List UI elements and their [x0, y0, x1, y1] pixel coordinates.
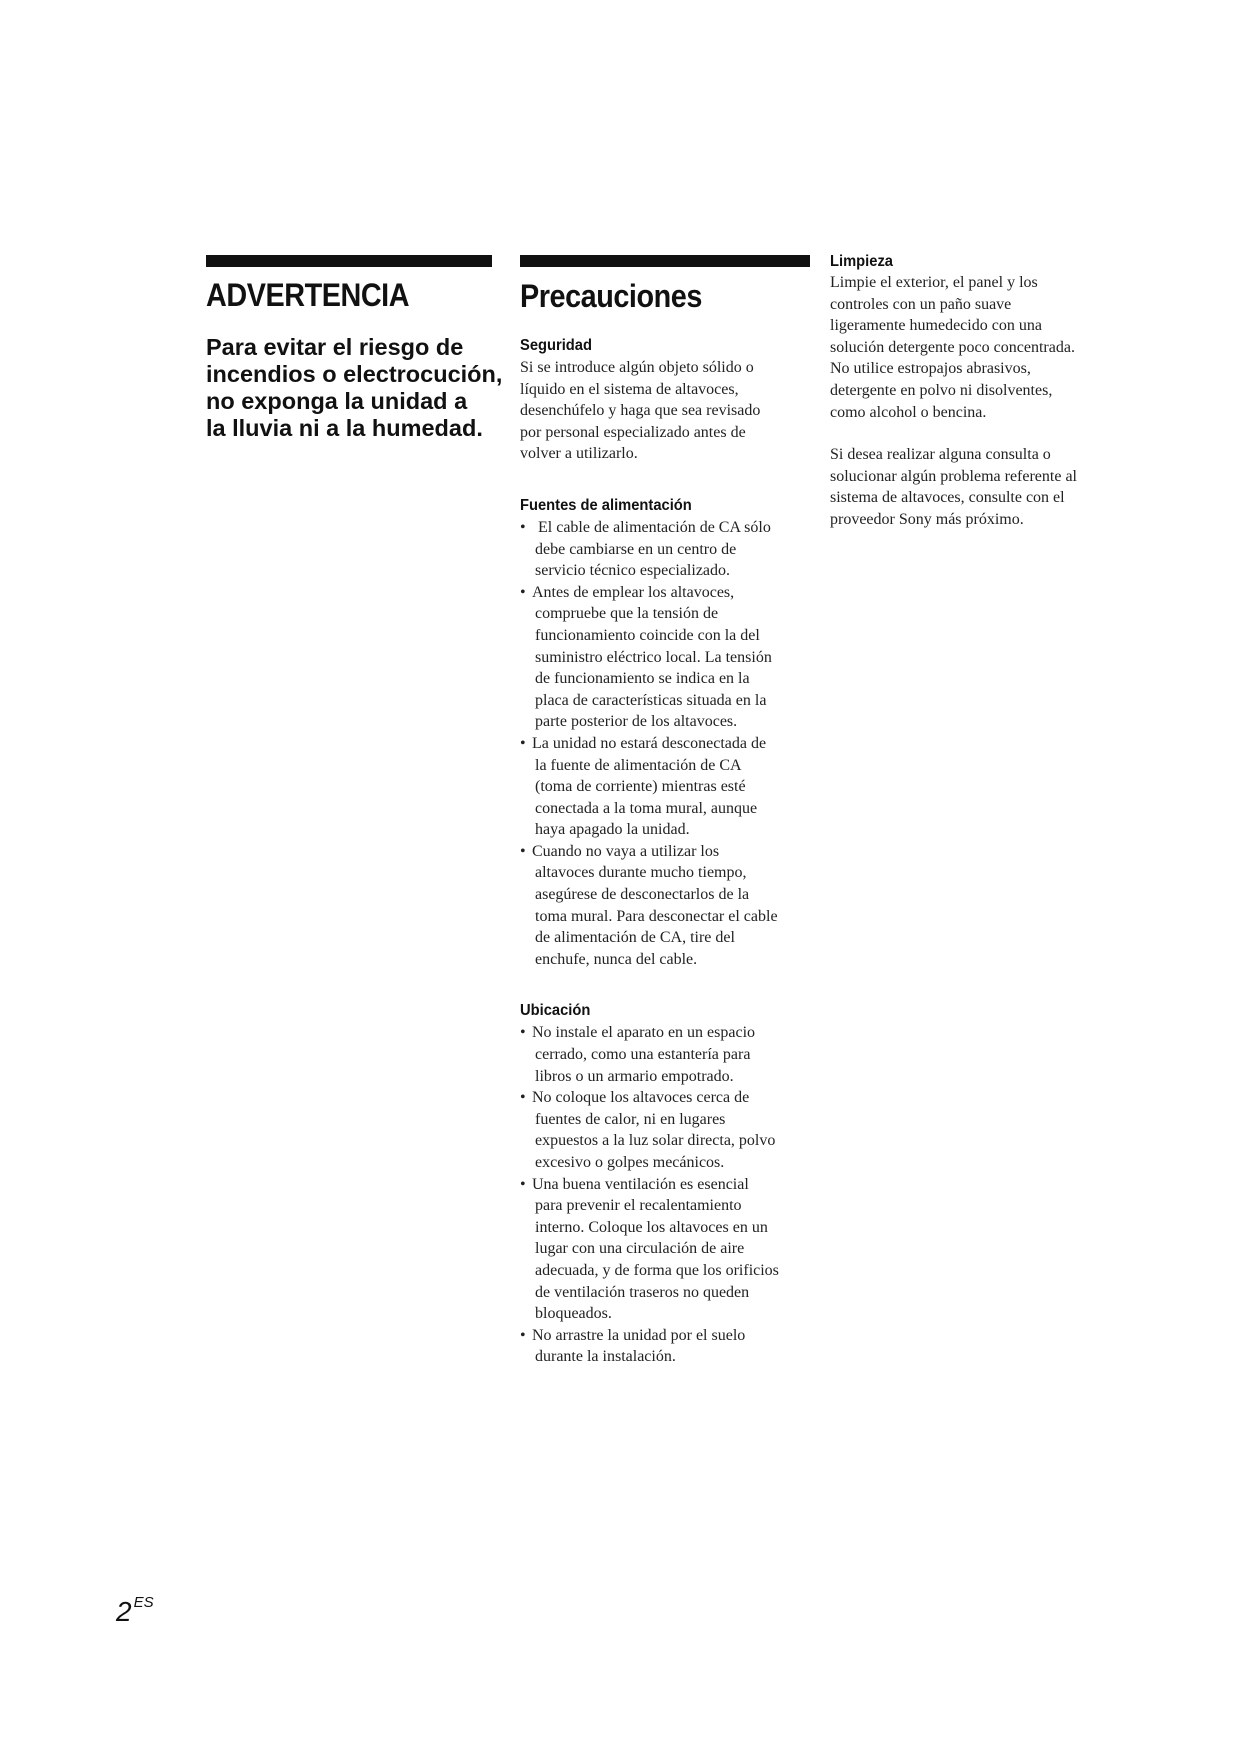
text-line: funcionamiento coincide con la del [535, 626, 760, 644]
bullet-icon: • [520, 1089, 526, 1107]
text-line: Si desea realizar alguna consulta o [830, 446, 1051, 464]
text-line: parte posterior de los altavoces. [535, 713, 738, 731]
text-line: para prevenir el recalentamiento [535, 1197, 742, 1215]
limpieza-text [830, 272, 1130, 423]
text-line: suministro eléctrico local. La tensión [535, 648, 772, 666]
list-item [520, 841, 810, 971]
bullet-icon: • [520, 1326, 526, 1344]
warning-line: no exponga la unidad a [206, 388, 468, 414]
text-line: expuestos a la luz solar directa, polvo [535, 1132, 776, 1150]
text-line: de funcionamiento se indica en la [535, 670, 750, 688]
text-line: altavoces durante mucho tiempo, [535, 864, 747, 882]
list-item [520, 1022, 810, 1087]
page-number-value: 2 [116, 1596, 132, 1627]
bullet-icon: • [520, 583, 526, 601]
warning-line: la lluvia ni a la humedad. [206, 415, 483, 441]
text-line: la fuente de alimentación de CA [535, 756, 742, 774]
text-line: (toma de corriente) mientras esté [535, 778, 746, 796]
precautions-rule [520, 255, 810, 267]
text-line: lugar con una circulación de aire [535, 1240, 745, 1258]
text-line: El cable de alimentación de CA sólo [538, 518, 771, 536]
text-line: desenchúfelo y haga que sea revisado [520, 402, 761, 420]
text-line: Antes de emplear los altavoces, [532, 583, 735, 601]
fuentes-list [520, 517, 810, 970]
list-item [520, 1087, 810, 1173]
text-line: toma mural. Para desconectar el cable [535, 907, 778, 925]
warning-line: incendios o electrocución, [206, 361, 503, 387]
text-line: No instale el aparato en un espacio [532, 1024, 756, 1042]
text-line: sistema de altavoces, consulte con el [830, 489, 1065, 507]
warning-title: ADVERTENCIA [206, 277, 410, 313]
text-line: líquido en el sistema de altavoces, [520, 380, 739, 398]
limpieza-section [830, 252, 1130, 531]
text-line: haya apagado la unidad. [535, 821, 690, 839]
text-line: conectada a la toma mural, aunque [535, 799, 758, 817]
text-line: bloqueados. [535, 1305, 612, 1323]
bullet-icon: • [520, 518, 526, 536]
text-line: servicio técnico especializado. [535, 562, 731, 580]
list-item [520, 733, 810, 841]
text-line: compruebe que la tensión de [535, 605, 719, 623]
bullet-icon: • [520, 1175, 526, 1193]
text-line: placa de características situada en la [535, 691, 767, 709]
text-line: Una buena ventilación es esencial [532, 1175, 749, 1193]
list-item [520, 517, 810, 582]
warning-section [206, 255, 503, 442]
text-line: No arrastre la unidad por el suelo [532, 1326, 746, 1344]
text-line: fuentes de calor, ni en lugares [535, 1110, 726, 1128]
text-line: por personal especializado antes de [520, 423, 746, 441]
list-item [520, 582, 810, 733]
text-line: adecuada, y de forma que los orificios [535, 1261, 779, 1279]
text-line: Si se introduce algún objeto sólido o [520, 359, 754, 376]
limpieza-heading: Limpieza [830, 253, 893, 270]
text-line: enchufe, nunca del cable. [535, 950, 698, 968]
fuentes-heading: Fuentes de alimentación [520, 496, 692, 514]
text-line: Limpie el exterior, el panel y los [830, 274, 1038, 291]
bullet-icon: • [520, 734, 526, 752]
precautions-title: Precauciones [520, 278, 702, 314]
text-line: debe cambiarse en un centro de [535, 540, 737, 558]
text-line: ligeramente humedecido con una [830, 317, 1042, 335]
text-line: detergente en polvo ni disolventes, [830, 381, 1053, 399]
list-item [520, 1174, 810, 1325]
text-line: cerrado, como una estantería para [535, 1046, 751, 1064]
text-line: interno. Coloque los altavoces en un [535, 1218, 768, 1236]
text-line: durante la instalación. [535, 1348, 676, 1366]
precautions-section [520, 255, 810, 1368]
text-line: excesivo o golpes mecánicos. [535, 1154, 725, 1171]
text-line: de alimentación de CA, tire del [535, 929, 735, 947]
page-language-suffix: ES [133, 1594, 154, 1611]
ubicacion-list [520, 1022, 810, 1368]
seguridad-text [520, 357, 810, 465]
text-line: controles con un paño suave [830, 295, 1012, 313]
warning-text [206, 334, 503, 442]
text-line: No coloque los altavoces cerca de [532, 1089, 750, 1107]
text-line: libros o un armario empotrado. [535, 1067, 734, 1085]
bullet-icon: • [520, 1024, 526, 1042]
bullet-icon: • [520, 842, 526, 860]
consulta-text [830, 444, 1130, 530]
page-number [116, 1596, 154, 1628]
text-line: La unidad no estará desconectada de [532, 734, 767, 752]
text-line: solución detergente poco concentrada. [830, 338, 1075, 356]
warning-line: Para evitar el riesgo de [206, 334, 464, 360]
text-line: como alcohol o bencina. [830, 403, 987, 421]
ubicacion-heading: Ubicación [520, 1002, 591, 1020]
text-line: asegúrese de desconectarlos de la [535, 886, 750, 904]
warning-rule [206, 255, 492, 267]
text-line: solucionar algún problema referente al [830, 467, 1077, 485]
text-line: de ventilación traseros no queden [535, 1283, 750, 1301]
text-line: proveedor Sony más próximo. [830, 510, 1024, 528]
text-line: volver a utilizarlo. [520, 445, 638, 463]
text-line: No utilice estropajos abrasivos, [830, 360, 1031, 378]
list-item [520, 1325, 810, 1368]
seguridad-heading: Seguridad [520, 337, 592, 354]
text-line: Cuando no vaya a utilizar los [532, 842, 720, 860]
